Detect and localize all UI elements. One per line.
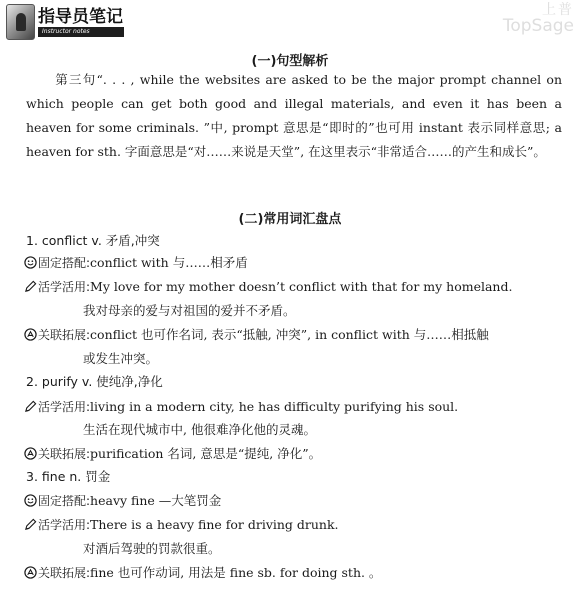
instructor-notes-badge: [6, 4, 124, 40]
extension-label: 关联拓展:: [38, 328, 91, 342]
extension-text: purification 名词, 意思是“提纯, 净化”。: [90, 446, 322, 461]
section-title-vocabulary: (二)常用词汇盘点: [238, 212, 342, 227]
usage-row: [24, 515, 339, 535]
usage-english: There is a heavy fine for driving drunk.: [90, 517, 339, 532]
watermark-en: TopSage: [502, 16, 574, 36]
link-icon: [24, 447, 37, 460]
collocation-text: conflict with 与……相矛盾: [90, 255, 248, 270]
usage-label: 活学活用:: [38, 518, 91, 532]
link-icon: [24, 566, 37, 579]
paragraph-text: 第三句“. . . , while the websites are asked to be the major prompt channel on which people can get both good and illegal materials, and even it has been a heaven for some criminals. ”中, prompt 意思是“即时的”也可用 instant 表示同样意思; a heaven for sth. 字面意思是“对……来说是天堂”, 在这里表示“非常适合……的产生和成长”。: [26, 72, 562, 159]
collocation-label: 固定搭配:: [38, 256, 91, 270]
watermark-cn: 上普: [542, 2, 574, 18]
collocation-label: 固定搭配:: [38, 494, 91, 508]
extension-text: conflict 也可作名词, 表示“抵触, 冲突”, in conflict with 与……相抵触: [90, 327, 489, 342]
link-icon: [24, 328, 37, 341]
usage-english: living in a modern city, he has difficulty purifying his soul.: [90, 399, 459, 414]
extension-label: 关联拓展:: [38, 447, 91, 461]
sentence-analysis-paragraph: [26, 68, 562, 164]
usage-label: 活学活用:: [38, 280, 91, 294]
extension-label: 关联拓展:: [38, 566, 91, 580]
usage-chinese: 我对母亲的爱与对祖国的爱并不矛盾。: [83, 303, 296, 318]
collocation-row: [24, 491, 221, 511]
usage-row: [24, 397, 458, 417]
usage-chinese: 对酒后驾驶的罚款很重。: [83, 541, 221, 556]
smile-icon: [24, 494, 37, 507]
headword-fine: 3. fine n. 罚金: [26, 469, 111, 484]
badge-subtitle: Instructor notes: [38, 27, 124, 37]
headword-purify: 2. purify v. 使纯净,净化: [26, 374, 163, 389]
extension-text-continued: 或发生冲突。: [83, 351, 159, 366]
extension-row: [24, 325, 489, 345]
usage-english: My love for my mother doesn’t conflict with that for my homeland.: [90, 279, 513, 294]
usage-chinese: 生活在现代城市中, 他很难净化他的灵魂。: [83, 422, 316, 437]
topsage-watermark: [503, 2, 574, 34]
usage-row: [24, 277, 512, 297]
badge-title: 指导员笔记: [38, 7, 123, 27]
pen-icon: [24, 518, 37, 531]
pen-icon: [24, 280, 37, 293]
extension-row: [24, 563, 381, 583]
extension-text: fine 也可作动词, 用法是 fine sb. for doing sth. 。: [90, 565, 382, 580]
smile-icon: [24, 256, 37, 269]
section-title-sentence-analysis: (一)句型解析: [251, 54, 329, 69]
headword-conflict: 1. conflict v. 矛盾,冲突: [26, 233, 160, 248]
instructor-photo-icon: [6, 4, 35, 40]
extension-row: [24, 444, 321, 464]
pen-icon: [24, 400, 37, 413]
collocation-row: [24, 253, 248, 273]
collocation-text: heavy fine —大笔罚金: [90, 493, 222, 508]
usage-label: 活学活用:: [38, 400, 91, 414]
